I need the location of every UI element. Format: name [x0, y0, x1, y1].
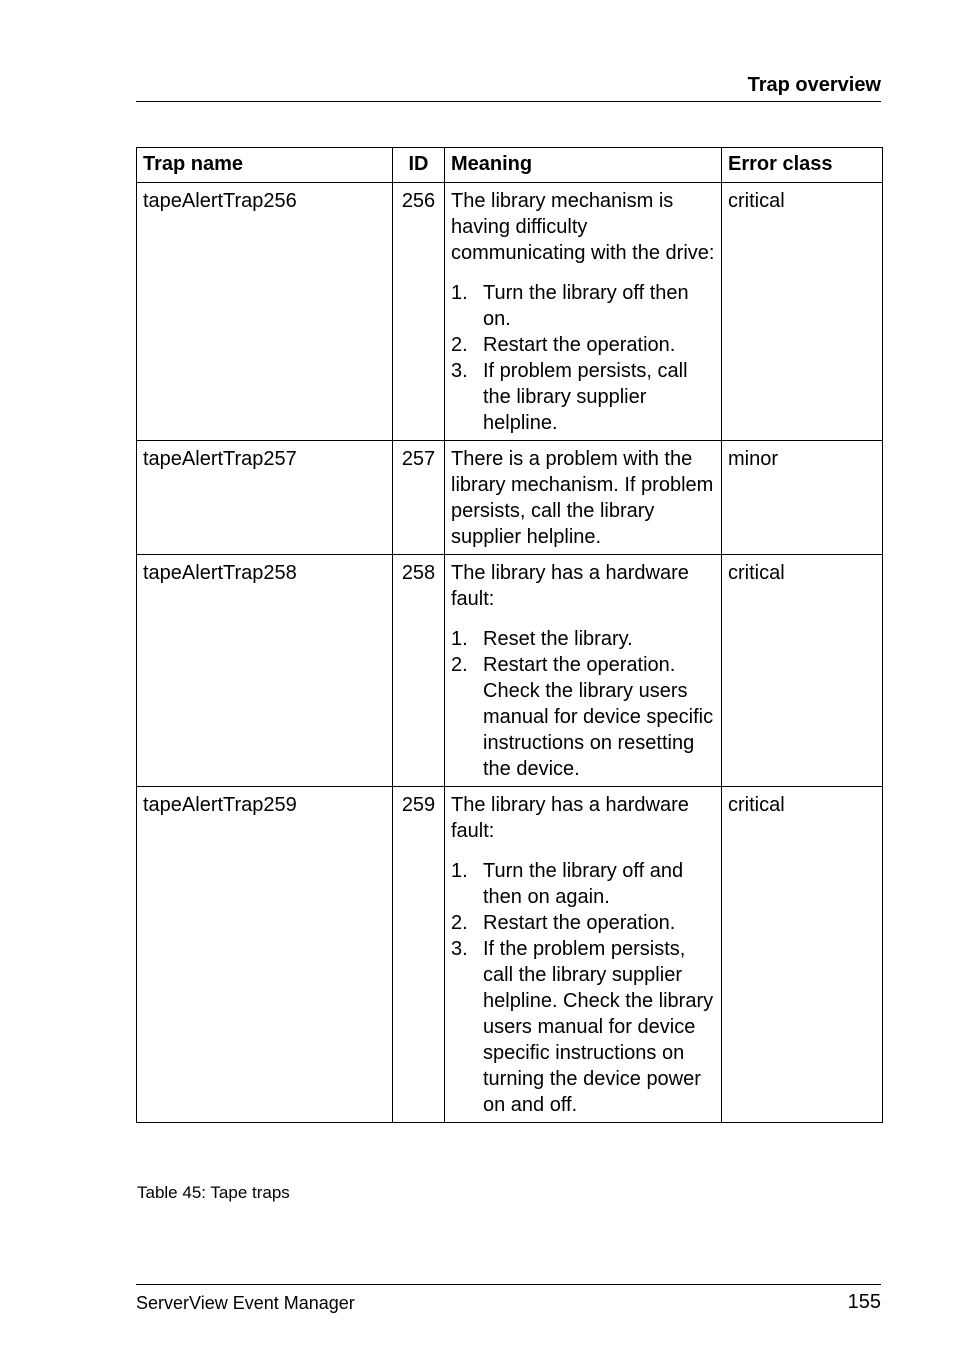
page-number: 155: [847, 1291, 881, 1313]
step-number: 3.: [451, 938, 468, 960]
trap-name-cell: tapeAlertTrap256: [137, 183, 393, 441]
list-item: [451, 652, 715, 782]
step-number: 3.: [451, 360, 468, 382]
steps-list: [451, 626, 715, 782]
meaning-text: The library has a hardware fault:: [451, 562, 689, 610]
trap-name-cell: tapeAlertTrap259: [137, 787, 393, 1123]
list-item: [451, 332, 715, 358]
step-text: Restart the operation. Check the library users manual for device specific instructions on resetting the device.: [483, 654, 714, 780]
steps-list: [451, 280, 715, 436]
tape-traps-table: [136, 147, 883, 1123]
step-text: Turn the library off then on.: [483, 282, 689, 330]
step-number: 1.: [451, 628, 468, 650]
error-class-cell: minor: [722, 441, 883, 555]
page-footer: [136, 1284, 881, 1313]
trap-name-cell: tapeAlertTrap258: [137, 555, 393, 787]
list-item: [451, 280, 715, 332]
table-caption: Table 45: Tape traps: [137, 1183, 290, 1202]
error-class-cell: critical: [722, 183, 883, 441]
step-number: 1.: [451, 860, 468, 882]
list-item: [451, 358, 715, 436]
meaning-cell: [445, 555, 722, 787]
list-item: [451, 910, 715, 936]
step-text: Restart the operation.: [483, 334, 676, 356]
step-text: Reset the library.: [483, 628, 633, 650]
error-class-cell: critical: [722, 787, 883, 1123]
step-text: If problem persists, call the library supplier helpline.: [483, 360, 688, 434]
steps-list: [451, 858, 715, 1118]
column-header-error-class: Error class: [722, 148, 883, 183]
trap-id-cell: 258: [393, 555, 445, 787]
column-header-id: ID: [393, 148, 445, 183]
step-text: Restart the operation.: [483, 912, 676, 934]
page-header: [136, 71, 881, 102]
step-number: 1.: [451, 282, 468, 304]
meaning-cell: [445, 441, 722, 555]
column-header-trap-name: Trap name: [137, 148, 393, 183]
meaning-text: The library mechanism is having difficulty communicating with the drive:: [451, 190, 715, 264]
step-number: 2.: [451, 334, 468, 356]
table-row: [137, 183, 883, 441]
table-row: [137, 441, 883, 555]
column-header-meaning: Meaning: [445, 148, 722, 183]
meaning-cell: [445, 183, 722, 441]
table-row: [137, 787, 883, 1123]
trap-name-cell: tapeAlertTrap257: [137, 441, 393, 555]
meaning-text: There is a problem with the library mechanism. If problem persists, call the library supplier helpline.: [451, 448, 714, 548]
trap-id-cell: 257: [393, 441, 445, 555]
footer-product-name: ServerView Event Manager: [136, 1293, 355, 1313]
list-item: [451, 936, 715, 1118]
step-text: If the problem persists, call the library supplier helpline. Check the library users manual for device specific instructions on turning the device power on and off.: [483, 938, 714, 1116]
table-header-row: [137, 148, 883, 183]
trap-id-cell: 259: [393, 787, 445, 1123]
error-class-cell: critical: [722, 555, 883, 787]
table-row: [137, 555, 883, 787]
list-item: [451, 858, 715, 910]
step-number: 2.: [451, 654, 468, 676]
step-number: 2.: [451, 912, 468, 934]
page-header-title: Trap overview: [747, 74, 881, 96]
meaning-text: The library has a hardware fault:: [451, 794, 689, 842]
meaning-cell: [445, 787, 722, 1123]
step-text: Turn the library off and then on again.: [483, 860, 684, 908]
table-body: [137, 183, 883, 1123]
list-item: [451, 626, 715, 652]
trap-id-cell: 256: [393, 183, 445, 441]
